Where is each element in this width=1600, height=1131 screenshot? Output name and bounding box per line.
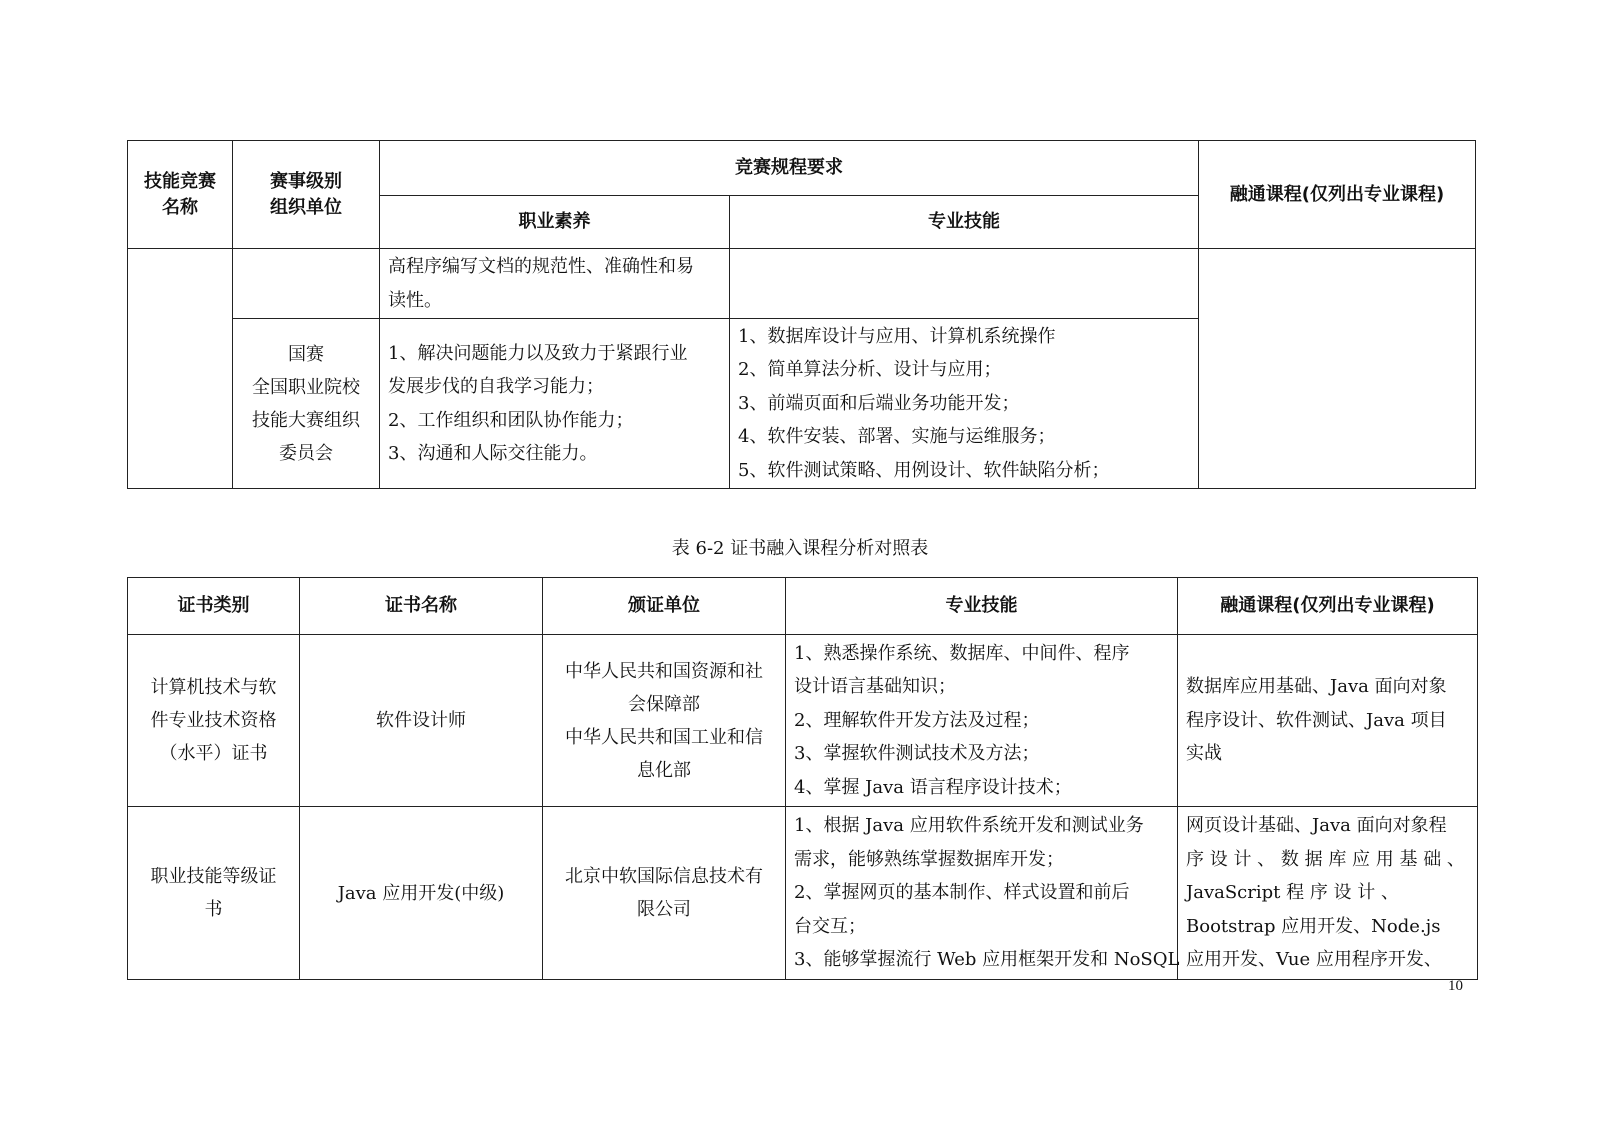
- competition-table: [127, 140, 1476, 489]
- text-line: 程序设计、软件测试、Java 项目: [1186, 709, 1447, 731]
- text-line: 息化部: [637, 759, 691, 781]
- text-line: 1、根据 Java 应用软件系统开发和测试业务: [794, 815, 1144, 837]
- cell-skills: [786, 635, 1178, 807]
- cell-courses: [1178, 635, 1478, 807]
- text-line: 国赛: [288, 343, 324, 365]
- text-line: 北京中软国际信息技术有: [565, 866, 763, 887]
- text-line: 中华人民共和国资源和社: [565, 660, 763, 682]
- header-professional-skills: 专业技能: [786, 578, 1178, 635]
- text-line: 中华人民共和国工业和信: [565, 726, 763, 748]
- cell-skills-empty: [730, 249, 1199, 319]
- cell-certificate-name: [300, 807, 543, 980]
- text-line: 件专业技术资格: [150, 710, 277, 731]
- text-line: 实战: [1186, 743, 1222, 765]
- cell-courses: [1178, 807, 1478, 980]
- text-line: 限公司: [637, 899, 691, 920]
- text-line: JavaScript 程 序 设 计 、: [1186, 882, 1399, 904]
- text-line: 3、前端页面和后端业务功能开发；: [738, 392, 1020, 414]
- text-line: Bootstrap 应用开发、Node.js: [1186, 915, 1441, 937]
- text-line: 需求，能够熟练掌握数据库开发；: [794, 848, 1064, 870]
- cell-certificate-name: [300, 635, 543, 807]
- cell-skills: [730, 319, 1199, 489]
- header-courses: 融通课程(仅列出专业课程): [1178, 578, 1478, 635]
- table-row: [128, 807, 1478, 980]
- cell-level-organizer: [233, 319, 380, 489]
- text-line: 4、掌握 Java 语言程序设计技术；: [794, 776, 1072, 798]
- header-certificate-name: 证书名称: [300, 578, 543, 635]
- table-caption: 表 6-2 证书融入课程分析对照表: [671, 538, 929, 559]
- cell-competition-name: [128, 249, 233, 489]
- certificate-table: [127, 577, 1478, 980]
- text-line: 3、能够掌握流行 Web 应用框架开发和 NoSQL: [794, 949, 1180, 971]
- text-line: 全国职业院校: [252, 376, 360, 398]
- header-professional-literacy: 职业素养: [380, 196, 730, 249]
- text-line: 数据库应用基础、Java 面向对象: [1186, 676, 1447, 698]
- text-line: 读性。: [388, 289, 442, 311]
- cell-issuer: [543, 807, 786, 980]
- cell-courses: [1199, 249, 1476, 489]
- text-line: 设计语言基础知识；: [794, 676, 956, 698]
- text-line: 1、熟悉操作系统、数据库、中间件、程序: [794, 642, 1130, 664]
- text-line: 2、工作组织和团队协作能力；: [388, 409, 634, 431]
- text-line: 会保障部: [628, 693, 700, 715]
- text-line: 发展步伐的自我学习能力；: [388, 376, 604, 397]
- header-issuer: 颁证单位: [543, 578, 786, 635]
- text-line: 5、软件测试策略、用例设计、软件缺陷分析；: [738, 459, 1110, 481]
- text-line: 4、软件安装、部署、实施与运维服务；: [738, 426, 1056, 448]
- text-line: 3、掌握软件测试技术及方法；: [794, 743, 1040, 765]
- header-professional-skills: 专业技能: [730, 196, 1199, 249]
- text-line: 网页设计基础、Java 面向对象程: [1186, 815, 1447, 837]
- text-line: 1、解决问题能力以及致力于紧跟行业: [388, 342, 688, 364]
- text-line: 委员会: [279, 442, 333, 464]
- text-line: 序 设 计 、 数 据 库 应 用 基 础 、: [1186, 848, 1465, 870]
- text-line: 1、数据库设计与应用、计算机系统操作: [738, 325, 1056, 347]
- cell-level-empty: [233, 249, 380, 319]
- table-row: [128, 249, 1476, 319]
- text-line: （水平）证书: [159, 743, 268, 764]
- table-row: [128, 635, 1478, 807]
- text-line: 3、沟通和人际交往能力。: [388, 443, 598, 464]
- header-requirements: 竞赛规程要求: [380, 141, 1199, 196]
- text-line: 计算机技术与软: [150, 677, 277, 698]
- cell-certificate-type: [128, 635, 300, 807]
- header-certificate-type: 证书类别: [128, 578, 300, 635]
- cell-issuer: [543, 635, 786, 807]
- text-line: Java 应用开发(中级): [337, 882, 505, 904]
- header-courses: 融通课程(仅列出专业课程): [1199, 141, 1476, 249]
- text-line: 2、理解软件开发方法及过程；: [794, 709, 1040, 731]
- text-line: 台交互；: [794, 915, 866, 937]
- header-competition-name: 技能竞赛 名称: [128, 141, 233, 249]
- text-line: 软件设计师: [376, 710, 466, 731]
- page-number: 10: [1448, 978, 1463, 994]
- cell-certificate-type: [128, 807, 300, 980]
- header-level-organizer: 赛事级别 组织单位: [233, 141, 380, 249]
- cell-literacy-continued: [380, 249, 730, 319]
- cell-skills: [786, 807, 1178, 980]
- text-line: 2、简单算法分析、设计与应用；: [738, 359, 1002, 381]
- text-line: 高程序编写文档的规范性、准确性和易: [388, 256, 694, 277]
- text-line: 书: [204, 899, 223, 920]
- text-line: 应用开发、Vue 应用程序开发、: [1186, 949, 1442, 971]
- cell-literacy: [380, 319, 730, 489]
- text-line: 技能大赛组织: [252, 409, 360, 431]
- text-line: 职业技能等级证: [150, 866, 277, 887]
- text-line: 2、掌握网页的基本制作、样式设置和前后: [794, 882, 1130, 904]
